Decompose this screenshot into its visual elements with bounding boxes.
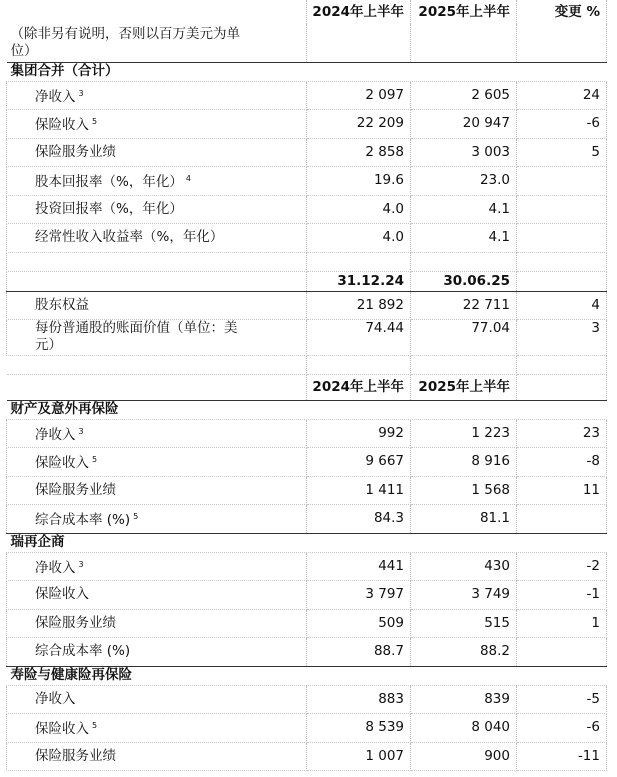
value-change: 4 (517, 291, 607, 319)
value-change: 1 (517, 609, 607, 638)
row-label-text: 保险服务业绩 (35, 143, 116, 160)
value-prior: 992 (307, 419, 411, 448)
row-label-text: 保险收入 (35, 586, 89, 603)
row-label-text: 股本回报率（%，年化） (35, 174, 183, 191)
value-current: 4.1 (411, 195, 517, 224)
row-label (7, 714, 307, 743)
row-label-text: 股东权益 (35, 296, 89, 313)
value-prior: 883 (307, 685, 411, 714)
table-row (7, 476, 607, 505)
row-label-text: 投资回报率（%，年化） (35, 200, 183, 217)
value-prior: 441 (307, 552, 411, 581)
cs-rows (7, 552, 607, 666)
unit-note: （除非另有说明，否则以百万美元为单位） (7, 24, 307, 62)
table-row (7, 319, 607, 355)
value-prior: 509 (307, 609, 411, 638)
col-header-h1-2024: 2024年上半年 (307, 0, 411, 24)
value-change: 23 (517, 419, 607, 448)
table-row (7, 419, 607, 448)
value-prior: 74.44 (307, 319, 411, 355)
footnote-marker: 4 (185, 174, 191, 184)
value-current: 77.04 (411, 319, 517, 355)
row-label (7, 419, 307, 448)
spacer-row (7, 355, 607, 374)
balance-header-row (7, 271, 607, 291)
row-label-text: 保险收入 (35, 721, 89, 738)
row-label (7, 685, 307, 714)
row-label-text: 保险收入 (35, 117, 89, 134)
balance-rows (7, 291, 607, 355)
value-prior: 2 858 (307, 138, 411, 167)
value-prior: 2 097 (307, 81, 411, 110)
value-change: -8 (517, 448, 607, 477)
footnote-marker: 3 (78, 88, 84, 98)
value-change: -2 (517, 552, 607, 581)
footnote-marker: 3 (78, 559, 84, 569)
value-current: 8 040 (411, 714, 517, 743)
section-title-row (7, 62, 607, 81)
row-label (7, 81, 307, 110)
header-row-2 (7, 374, 607, 400)
value-current: 8 916 (411, 448, 517, 477)
table-row (7, 291, 607, 319)
value-change (517, 505, 607, 534)
value-change: -6 (517, 110, 607, 139)
value-current: 88.2 (411, 638, 517, 667)
footnote-marker: 5 (92, 117, 98, 127)
value-change: -5 (517, 685, 607, 714)
group-rows (7, 81, 607, 252)
row-label (7, 476, 307, 505)
col-header2-h1-2024: 2024年上半年 (307, 374, 411, 400)
value-prior: 19.6 (307, 167, 411, 196)
value-change: -6 (517, 714, 607, 743)
value-current: 4.1 (411, 224, 517, 253)
spacer-row (7, 252, 607, 271)
section-title-row (7, 666, 607, 685)
row-label-text: 净收入 (35, 690, 76, 707)
value-change: -1 (517, 581, 607, 610)
value-current: 1 223 (411, 419, 517, 448)
value-prior: 4.0 (307, 195, 411, 224)
unit-note-row (7, 24, 607, 62)
table-row (7, 685, 607, 714)
footnote-marker: 5 (133, 512, 139, 522)
table-row (7, 638, 607, 667)
section-title-cs: 瑞再企商 (7, 533, 607, 552)
row-label (7, 138, 307, 167)
row-label (7, 742, 307, 771)
section-title-row (7, 533, 607, 552)
value-change (517, 638, 607, 667)
value-current: 3 749 (411, 581, 517, 610)
table-row (7, 138, 607, 167)
row-label (7, 110, 307, 139)
col-header-change: 变更 % (517, 0, 607, 24)
row-label-text: 经常性收入收益率（%，年化） (35, 229, 224, 246)
row-label-text: 保险收入 (35, 455, 89, 472)
value-current: 23.0 (411, 167, 517, 196)
value-current: 1 568 (411, 476, 517, 505)
row-label-text: 净收入 (35, 426, 76, 443)
col-header-date-2: 30.06.25 (411, 271, 517, 291)
row-label (7, 638, 307, 667)
pc-rows (7, 419, 607, 533)
value-prior: 88.7 (307, 638, 411, 667)
financial-summary-table (6, 0, 607, 771)
value-change: 11 (517, 476, 607, 505)
row-label-text: 净收入 (35, 88, 76, 105)
value-current: 430 (411, 552, 517, 581)
table-row (7, 505, 607, 534)
value-change (517, 167, 607, 196)
value-current: 22 711 (411, 291, 517, 319)
table-row (7, 224, 607, 253)
table-row (7, 552, 607, 581)
row-label-text: 保险服务业绩 (35, 614, 116, 631)
table-row (7, 81, 607, 110)
row-label-text: 保险服务业绩 (35, 481, 116, 498)
table-row (7, 609, 607, 638)
row-label (7, 552, 307, 581)
row-label (7, 291, 307, 319)
section-title-group: 集团合并（合计） (7, 62, 607, 81)
value-prior: 84.3 (307, 505, 411, 534)
table-row (7, 110, 607, 139)
table-row (7, 448, 607, 477)
section-title-pc: 财产及意外再保险 (7, 400, 607, 419)
value-current: 3 003 (411, 138, 517, 167)
value-prior: 4.0 (307, 224, 411, 253)
value-prior: 22 209 (307, 110, 411, 139)
lh-rows (7, 685, 607, 771)
row-label (7, 195, 307, 224)
footnote-marker: 3 (78, 426, 84, 436)
row-label (7, 448, 307, 477)
row-label (7, 167, 307, 196)
row-label-text: 保险服务业绩 (35, 747, 116, 764)
value-prior: 9 667 (307, 448, 411, 477)
value-prior: 1 411 (307, 476, 411, 505)
col-header2-h1-2025: 2025年上半年 (411, 374, 517, 400)
value-change (517, 195, 607, 224)
value-change: -11 (517, 742, 607, 771)
value-current: 81.1 (411, 505, 517, 534)
section-title-lh: 寿险与健康险再保险 (7, 666, 607, 685)
row-label-text: 综合成本率 (%) (35, 512, 131, 529)
value-current: 900 (411, 742, 517, 771)
col-header-date-1: 31.12.24 (307, 271, 411, 291)
value-current: 2 605 (411, 81, 517, 110)
value-prior: 8 539 (307, 714, 411, 743)
row-label-text: 每份普通股的账面价值（单位：美元） (35, 320, 238, 353)
row-label (7, 581, 307, 610)
value-change (517, 224, 607, 253)
value-prior: 21 892 (307, 291, 411, 319)
table-row (7, 714, 607, 743)
row-label-text: 综合成本率 (%) (35, 643, 131, 660)
value-current: 515 (411, 609, 517, 638)
header-label-cell (7, 0, 307, 24)
footnote-marker: 5 (92, 721, 98, 731)
header-row (7, 0, 607, 24)
col-header-h1-2025: 2025年上半年 (411, 0, 517, 24)
value-change: 5 (517, 138, 607, 167)
table-row (7, 167, 607, 196)
row-label (7, 505, 307, 534)
value-current: 20 947 (411, 110, 517, 139)
section-title-row (7, 400, 607, 419)
table-row (7, 581, 607, 610)
value-change: 3 (517, 319, 607, 355)
table-row (7, 742, 607, 771)
row-label (7, 319, 307, 355)
value-change: 24 (517, 81, 607, 110)
footnote-marker: 5 (92, 455, 98, 465)
value-prior: 3 797 (307, 581, 411, 610)
row-label (7, 224, 307, 253)
row-label-text: 净收入 (35, 559, 76, 576)
value-current: 839 (411, 685, 517, 714)
row-label (7, 609, 307, 638)
value-prior: 1 007 (307, 742, 411, 771)
table-row (7, 195, 607, 224)
